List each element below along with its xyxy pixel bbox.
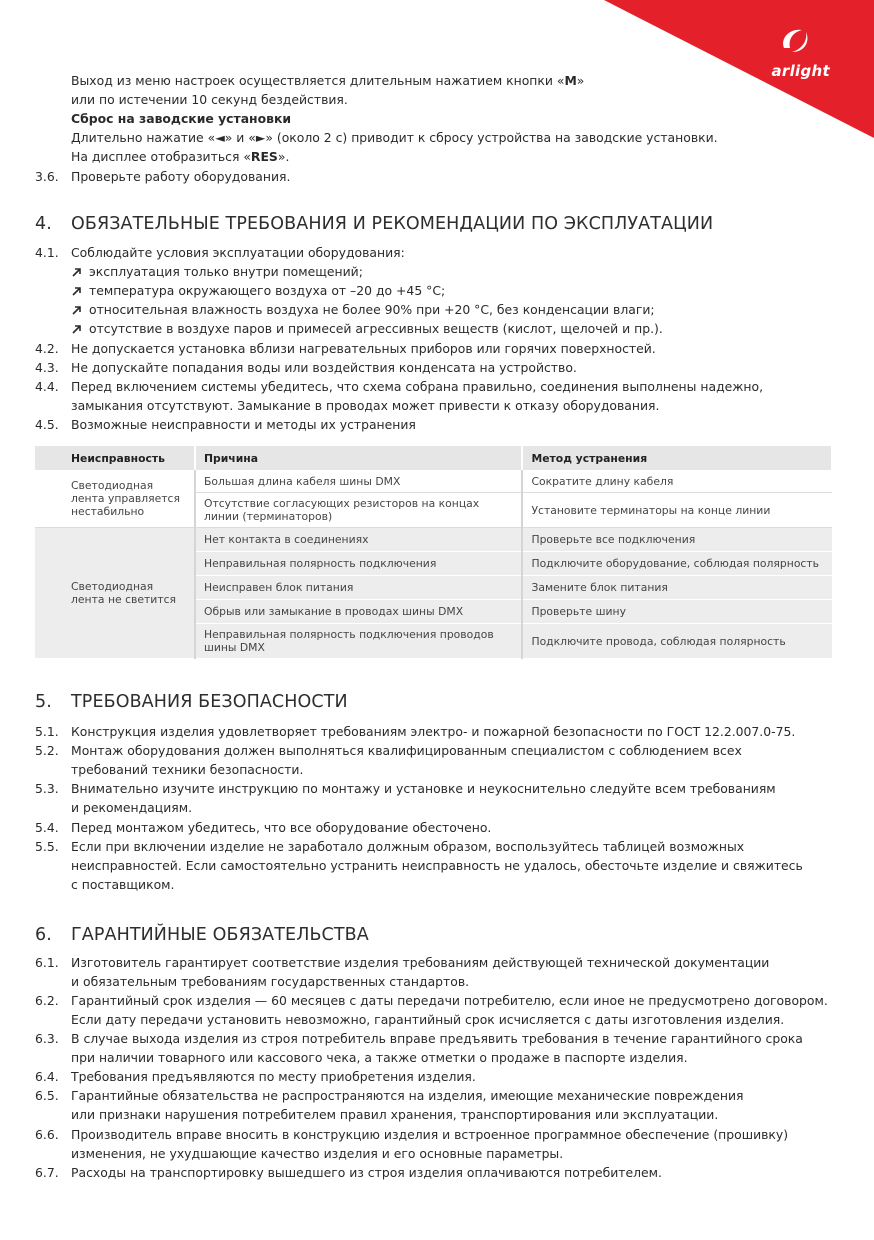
section-6-number: 6.	[35, 925, 52, 945]
fault-cell: Светодиодная лента управляется нестабильно	[35, 470, 195, 528]
arlight-logo: arlight	[771, 62, 830, 80]
section-5-title: ТРЕБОВАНИЯ БЕЗОПАСНОСТИ	[71, 692, 348, 712]
section-4-title: ОБЯЗАТЕЛЬНЫЕ ТРЕБОВАНИЯ И РЕКОМЕНДАЦИИ ПО ЭКСПЛУАТАЦИИ	[71, 214, 714, 234]
cause-cell: Отсутствие согласующих резисторов на концах линии (терминаторов)	[195, 493, 523, 528]
item-text: Изготовитель гарантирует соответствие изделия требованиям действующей технической документации	[71, 955, 770, 970]
header-cause: Причина	[195, 446, 523, 470]
fix-cell: Проверьте шину	[522, 600, 832, 624]
cause-cell: Нет контакта в соединениях	[195, 528, 523, 552]
item-number: 5.5.	[35, 839, 59, 854]
bullet-text: относительная влажность воздуха не более 90% при +20 °C, без конденсации влаги;	[89, 302, 655, 317]
fix-cell: Подключите оборудование, соблюдая полярность	[522, 552, 832, 576]
troubleshooting-table	[35, 446, 833, 659]
fix-cell: Проверьте все подключения	[522, 528, 832, 552]
item-number: 4.2.	[35, 341, 59, 356]
item-text: Если дату передачи установить невозможно, гарантийный срок исчисляется с даты изготовления изделия.	[71, 1012, 785, 1027]
bullet-text: температура окружающего воздуха от –20 до +45 °C;	[89, 283, 446, 298]
item-text: Гарантийный срок изделия — 60 месяцев с даты передачи потребителю, если иное не предусмотрено договором.	[71, 993, 828, 1008]
item-number: 5.4.	[35, 820, 59, 835]
item-text: Не допускается установка вблизи нагревательных приборов или горячих поверхностей.	[71, 341, 656, 356]
item-number: 6.2.	[35, 993, 59, 1008]
bullet-text: эксплуатация только внутри помещений;	[89, 264, 363, 279]
arrow-bullet-icon	[71, 285, 83, 297]
intro-line-1: Выход из меню настроек осуществляется длительным нажатием кнопки «M»	[71, 73, 585, 88]
item-text: Возможные неисправности и методы их устранения	[71, 417, 416, 432]
table-row	[35, 470, 832, 493]
section-4-number: 4.	[35, 214, 52, 234]
item-text: Конструкция изделия удовлетворяет требованиям электро- и пожарной безопасности по ГОСТ 12.2.007.0-75.	[71, 724, 796, 739]
item-number: 6.5.	[35, 1088, 59, 1103]
section-5-number: 5.	[35, 692, 52, 712]
item-number: 5.2.	[35, 743, 59, 758]
item-text: Гарантийные обязательства не распространяются на изделия, имеющие механические повреждения	[71, 1088, 744, 1103]
item-text: с поставщиком.	[71, 877, 175, 892]
item-number: 3.6.	[35, 169, 59, 184]
item-text: Если при включении изделие не заработало должным образом, воспользуйтесь таблицей возможных	[71, 839, 745, 854]
item-text: и рекомендациям.	[71, 800, 193, 815]
item-text: и обязательным требованиям государственных стандартов.	[71, 974, 470, 989]
item-text: или признаки нарушения потребителем правил хранения, транспортирования или эксплуатации.	[71, 1107, 719, 1122]
item-text: требований техники безопасности.	[71, 762, 304, 777]
cause-cell: Неправильная полярность подключения	[195, 552, 523, 576]
item-text: Производитель вправе вносить в конструкцию изделия и встроенное программное обеспечение (прошивку)	[71, 1127, 789, 1142]
display-text: На дисплее отобразиться «RES».	[71, 149, 290, 164]
arrow-bullet-icon	[71, 323, 83, 335]
intro-line-2: или по истечении 10 секунд бездействия.	[71, 92, 348, 107]
cause-cell: Большая длина кабеля шины DMX	[195, 470, 523, 493]
fix-cell: Сократите длину кабеля	[522, 470, 832, 493]
item-number: 4.3.	[35, 360, 59, 375]
item-number: 6.3.	[35, 1031, 59, 1046]
cause-cell: Неправильная полярность подключения проводов шины DMX	[195, 624, 523, 659]
item-number: 4.1.	[35, 245, 59, 260]
item-text: Соблюдайте условия эксплуатации оборудования:	[71, 245, 405, 260]
item-text: неисправностей. Если самостоятельно устранить неисправность не удалось, обесточьте изделие и свяжитесь	[71, 858, 803, 873]
table-row	[35, 528, 832, 552]
cause-cell: Обрыв или замыкание в проводах шины DMX	[195, 600, 523, 624]
item-text: Расходы на транспортировку вышедшего из строя изделия оплачиваются потребителем.	[71, 1165, 662, 1180]
item-number: 6.1.	[35, 955, 59, 970]
table-header-row	[35, 446, 832, 470]
bullet-text: отсутствие в воздухе паров и примесей агрессивных веществ (кислот, щелочей и пр.).	[89, 321, 663, 336]
item-number: 4.4.	[35, 379, 59, 394]
item-text: Перед включением системы убедитесь, что схема собрана правильно, соединения выполнены надежно,	[71, 379, 764, 394]
arrow-bullet-icon	[71, 266, 83, 278]
reset-title: Сброс на заводские установки	[71, 111, 292, 126]
arlight-swirl-icon	[778, 26, 812, 56]
header-fix: Метод устранения	[522, 446, 832, 470]
item-number: 5.3.	[35, 781, 59, 796]
item-number: 6.4.	[35, 1069, 59, 1084]
item-text: замыкания отсутствуют. Замыкание в проводах может привести к отказу оборудования.	[71, 398, 660, 413]
arrow-bullet-icon	[71, 304, 83, 316]
item-number: 6.6.	[35, 1127, 59, 1142]
header-fault: Неисправность	[35, 446, 195, 470]
item-text: Внимательно изучите инструкцию по монтажу и установке и неукоснительно следуйте всем требованиям	[71, 781, 776, 796]
item-text: Перед монтажом убедитесь, что все оборудование обесточено.	[71, 820, 492, 835]
fix-cell: Замените блок питания	[522, 576, 832, 600]
item-text: Требования предъявляются по месту приобретения изделия.	[71, 1069, 476, 1084]
item-text: Не допускайте попадания воды или воздействия конденсата на устройство.	[71, 360, 577, 375]
item-text: В случае выхода изделия из строя потребитель вправе предъявить требования в течение гарантийного срока	[71, 1031, 803, 1046]
item-text: Проверьте работу оборудования.	[71, 169, 291, 184]
item-text: Монтаж оборудования должен выполняться квалифицированным специалистом с соблюдением всех	[71, 743, 742, 758]
item-number: 6.7.	[35, 1165, 59, 1180]
section-6-title: ГАРАНТИЙНЫЕ ОБЯЗАТЕЛЬСТВА	[71, 925, 369, 945]
cause-cell: Неисправен блок питания	[195, 576, 523, 600]
fix-cell: Установите терминаторы на конце линии	[522, 493, 832, 528]
fault-cell: Светодиодная лента не светится	[35, 528, 195, 659]
item-text: при наличии товарного или кассового чека, а также отметки о продаже в паспорте изделия.	[71, 1050, 688, 1065]
item-number: 4.5.	[35, 417, 59, 432]
item-number: 5.1.	[35, 724, 59, 739]
fix-cell: Подключите провода, соблюдая полярность	[522, 624, 832, 659]
reset-description: Длительно нажатие «◄» и «►» (около 2 с) приводит к сбросу устройства на заводские установки.	[71, 130, 718, 145]
item-text: изменения, не ухудшающие качество изделия и его основные параметры.	[71, 1146, 564, 1161]
